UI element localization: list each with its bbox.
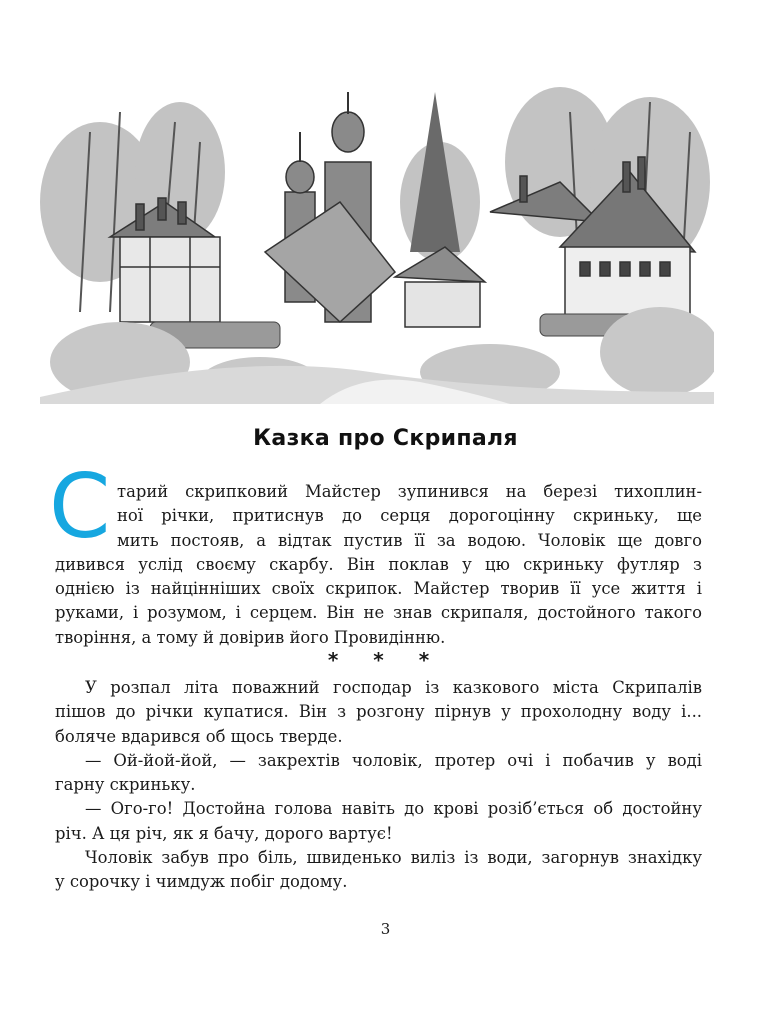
- text-line: ної річки, притиснув до серця дорогоцінну скриньку, ще: [117, 506, 702, 526]
- text-line: дивився услід своєму скарбу. Він поклав у цю скриньку футляр з: [55, 554, 702, 574]
- text-line: річ. А ця річ, як я бачу, дорого вартує!: [55, 823, 393, 843]
- text-line: руками, і розумом, і серцем. Він не знав скрипаля, достойного такого: [55, 603, 702, 623]
- text-line: пішов до річки купатися. Він з розгону пірнув у прохолодну воду і...: [55, 702, 702, 722]
- text-line: У розпал літа поважний господар із казкового міста Скрипалів: [85, 678, 702, 697]
- text-line: однією із найцінніших своїх скрипок. Майстер творив її усе життя і: [55, 579, 702, 599]
- text-line: у сорочку і чимдуж побіг додому.: [55, 872, 348, 892]
- page-number: 3: [380, 920, 391, 938]
- village-illustration: [40, 52, 714, 404]
- text-line: — Ого-го! Достойна голова навіть до крові розіб’ється об достойну: [85, 799, 702, 819]
- text-line: гарну скриньку.: [55, 775, 196, 795]
- section-separator: * * *: [327, 648, 444, 672]
- text-line: тарий скрипковий Майстер зупинився на березі тихоплин-: [117, 482, 702, 501]
- story-title: Казка про Скрипаля: [253, 426, 518, 451]
- text-line: боляче вдарився об щось тверде.: [55, 726, 343, 746]
- drop-cap-letter: С: [49, 455, 111, 558]
- text-line: творіння, а тому й довірив його Провидінню.: [55, 627, 446, 647]
- village-sketch-image: [40, 52, 714, 404]
- paragraph-1: [55, 480, 702, 650]
- text-line: мить постояв, а відтак пустив її за водою. Чоловік ще довго: [117, 530, 702, 550]
- paragraph-2: [55, 676, 702, 895]
- text-line: Чоловік забув про біль, швиденько виліз із води, загорнув знахідку: [85, 848, 702, 868]
- text-line: — Ой-йой-йой, — закрехтів чоловік, протер очі і побачив у воді: [85, 750, 702, 770]
